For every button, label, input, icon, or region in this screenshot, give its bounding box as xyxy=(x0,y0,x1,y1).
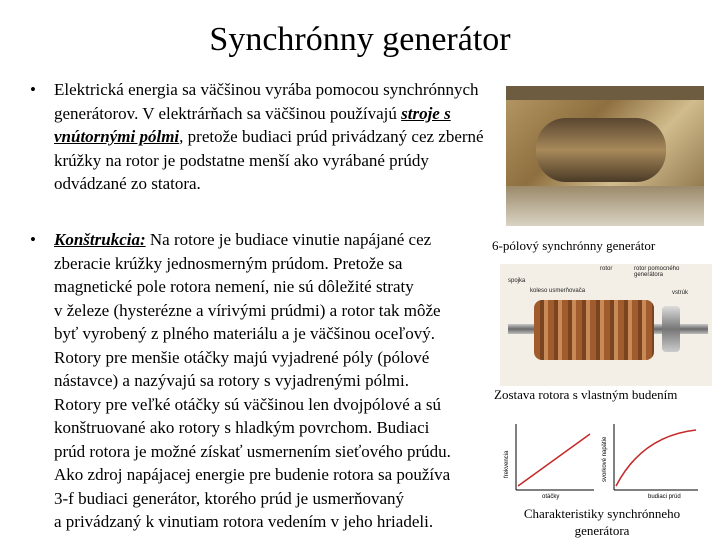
p2-line: 3-f budiaci generátor, ktorého prúd je usmerňovaný xyxy=(54,488,405,508)
page-title: Synchrónny generátor xyxy=(209,21,511,58)
caption-characteristics: Charakteristiky synchrónneho generátora xyxy=(523,506,681,538)
p2-line: v železe (hysterézne a vírivými prúdmi) a rotor tak môže xyxy=(54,300,441,320)
p2-line-0 xyxy=(54,228,498,252)
crane-beam xyxy=(506,86,704,100)
characteristics-graph xyxy=(502,420,702,500)
p2-line: magnetické pole rotora nemení, nie sú dôležité straty xyxy=(54,277,414,296)
bullet-2: • xyxy=(30,230,36,249)
p2-line: prúd rotora je možné získať usmernením sieťového prúdu. xyxy=(54,441,451,461)
label-rotor: rotor xyxy=(600,266,613,272)
graph1-ylabel: frekvencia xyxy=(504,450,510,478)
paragraph-construction xyxy=(54,228,498,534)
p1-text: Elektrická energia sa väčšinou vyrába pomocou synchrónnych generátorov. V elektrárňach sa väčšinou používajú xyxy=(54,80,479,123)
caption-rotor-assembly: Zostava rotora s vlastným budením xyxy=(494,387,678,402)
rotor-assembly-photo xyxy=(500,264,712,386)
p2-emphasis: Konštrukcia: xyxy=(54,230,146,249)
label-rotor-generator: rotor pomocného generátora xyxy=(634,266,680,278)
p2-line: Rotory pre menšie otáčky majú vyjadrené póly (pólové xyxy=(54,347,430,367)
p2-line: zberacie krúžky jednosmerným prúdom. Pretože sa xyxy=(54,253,403,273)
p1-tail: , pretože budiaci prúd privádzaný cez zberné krúžky na rotor je podstatne menší ako vyrábané prúdy odvádzané zo statora. xyxy=(54,127,484,193)
p2-line: a privádzaný k vinutiam rotora vedením v jeho hriadeli. xyxy=(54,512,434,531)
graph1-line xyxy=(518,434,590,486)
caption-generator-photo: 6-pólový synchrónny generátor xyxy=(492,238,656,253)
paragraph-electric-energy xyxy=(54,78,494,196)
floor xyxy=(506,186,704,226)
p2-line: Ako zdroj napájacej energie pre budenie rotora sa používa xyxy=(54,465,451,484)
graph2-ylabel: svorkové napätie xyxy=(602,436,608,482)
generator-photo xyxy=(506,86,704,226)
exciter-ring xyxy=(662,306,680,352)
graph2-xlabel: budiaci prúd xyxy=(648,494,681,500)
p2-line: konštruované ako rotory s hladkým povrchom. Budiaci xyxy=(54,418,430,437)
label-coupling: spojka xyxy=(508,278,526,284)
label-input: vstrúk xyxy=(672,290,689,296)
p2-line: Rotory pre veľké otáčky sú väčšinou len dvojpólové a sú xyxy=(54,394,441,414)
p2-line: nástavce) a nazývajú sa rotory s vyjadrenými pólmi. xyxy=(54,371,409,390)
p1-emphasis: stroje s vnútornými pólmi xyxy=(54,103,451,146)
label-rectifier-wheel: koleso usmerňovača xyxy=(530,288,586,294)
graph2-curve xyxy=(616,430,696,486)
graph1-xlabel: otáčky xyxy=(542,494,560,500)
p2-line: byť vyrobený z plného materiálu a je väčšinou oceľový. xyxy=(54,324,435,343)
bullet-1: • xyxy=(30,80,36,99)
p2-line-0-text: Na rotore je budiace vinutie napájané cez xyxy=(149,230,432,249)
rotor-body xyxy=(534,300,654,360)
generator-stator xyxy=(536,118,666,182)
